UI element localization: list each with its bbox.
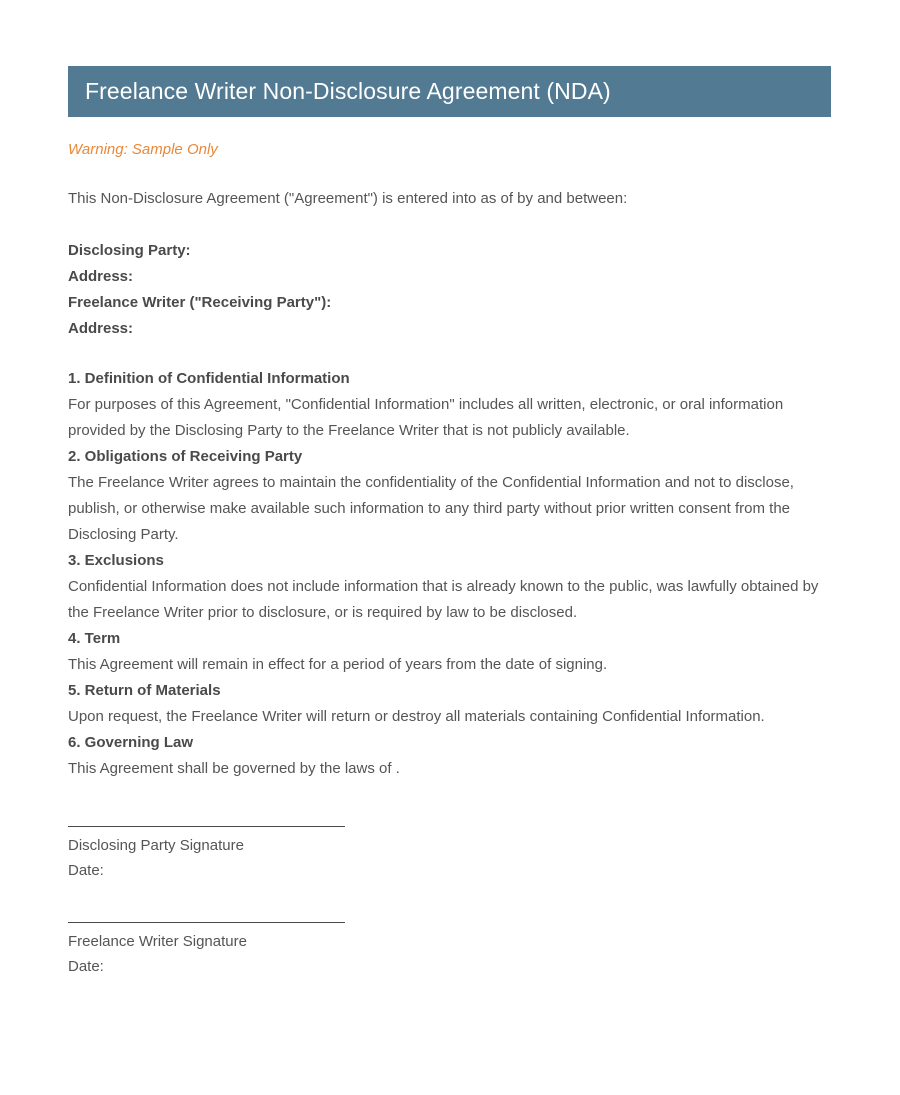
signature-label: Freelance Writer Signature [68, 933, 247, 950]
section-heading: 1. Definition of Confidential Information [68, 370, 350, 387]
section-body: Upon request, the Freelance Writer will return or destroy all materials containing Confidential Information. [68, 708, 765, 725]
section-exclusions [68, 548, 828, 626]
party-line-receiving-address: Address: [68, 320, 134, 337]
party-line-disclosing-address: Address: [68, 268, 134, 285]
section-governing-law [68, 730, 828, 782]
section-heading: 6. Governing Law [68, 734, 194, 751]
sample-only-warning: Warning: Sample Only [68, 141, 218, 158]
signature-line[interactable] [68, 922, 345, 923]
signature-label: Disclosing Party Signature [68, 837, 244, 854]
signature-blocks [68, 782, 828, 979]
section-heading: 4. Term [68, 630, 121, 647]
section-term [68, 626, 828, 678]
section-body: For purposes of this Agreement, "Confidential Information" includes all written, electronic, or oral information provided by the Disclosing Party to the Freelance Writer that is not publicly available. [68, 396, 784, 439]
document-header-bar [68, 66, 831, 117]
section-body: The Freelance Writer agrees to maintain the confidentiality of the Confidential Information and not to disclose, publish, or otherwise make available such information to any third party without prior written consent from the Disclosing Party. [68, 474, 794, 543]
party-line-receiving-party: Freelance Writer ("Receiving Party"): [68, 294, 332, 311]
party-line-disclosing-party: Disclosing Party: [68, 242, 191, 259]
section-obligations-of-receiving-party [68, 444, 828, 548]
agreement-intro-paragraph: This Non-Disclosure Agreement ("Agreement") is entered into as of by and between: [68, 190, 628, 207]
signature-date-label: Date: [68, 862, 104, 879]
document-title: Freelance Writer Non-Disclosure Agreement (NDA) [85, 77, 611, 104]
party-details-block [68, 212, 828, 342]
agreement-sections [68, 342, 828, 782]
document-content [68, 132, 828, 979]
section-body: This Agreement will remain in effect for a period of years from the date of signing. [68, 656, 608, 673]
section-body: Confidential Information does not include information that is already known to the public, was lawfully obtained by the Freelance Writer prior to disclosure, or is required by law to be disclosed. [68, 578, 819, 621]
signature-block-disclosing-party [68, 826, 828, 922]
section-body: This Agreement shall be governed by the laws of . [68, 760, 400, 777]
signature-block-freelance-writer [68, 922, 828, 979]
signature-line[interactable] [68, 826, 345, 827]
section-heading: 2. Obligations of Receiving Party [68, 448, 303, 465]
section-return-of-materials [68, 678, 828, 730]
section-definition-of-confidential-information [68, 366, 828, 444]
section-heading: 3. Exclusions [68, 552, 164, 569]
section-heading: 5. Return of Materials [68, 682, 221, 699]
signature-date-label: Date: [68, 958, 104, 975]
